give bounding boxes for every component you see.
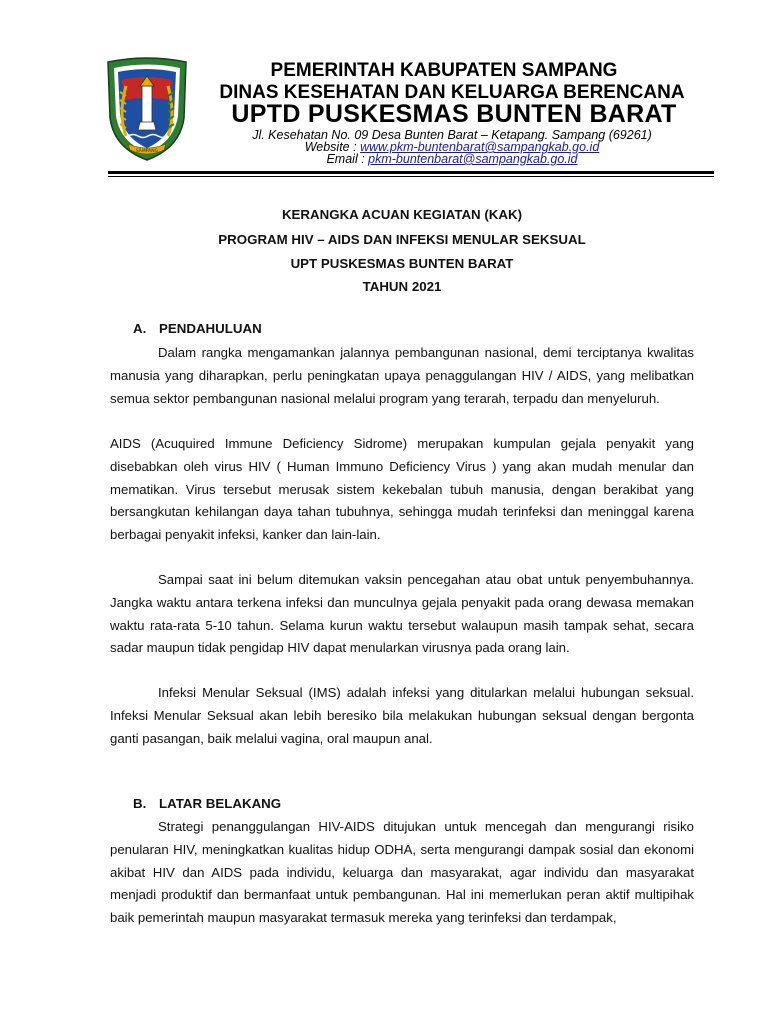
letterhead-agency: DINAS KESEHATAN DAN KELUARGA BERENCANA — [219, 82, 685, 103]
section-a-title: PENDAHULUAN — [159, 321, 262, 336]
website-label: Website : — [304, 140, 357, 154]
unit-title: UPT PUSKESMAS BUNTEN BARAT — [290, 256, 514, 271]
letterhead-email-row — [68, 152, 768, 166]
section-b-heading — [133, 796, 281, 811]
section-b-letter: B. — [133, 796, 147, 811]
svg-text:SAMPANG: SAMPANG — [135, 149, 159, 154]
email-link[interactable]: pkm-buntenbarat@sampangkab.go.id — [368, 152, 578, 166]
document-title: KERANGKA ACUAN KEGIATAN (KAK) — [281, 207, 523, 222]
section-a-paragraph-2: AIDS (Acuquired Immune Deficiency Sidrome) merupakan kumpulan gejala penyakit yang disebabkan oleh virus HIV ( Human Immuno Deficiency Virus ) yang akan mudah menular dan mematikan. Virus tersebut merusak sistem kekebalan tubuh manusia, dengan berakibat yang bersangkutan kehilangan daya tahan tubuhnya, sehingga mudah terinfeksi dan meninggal karena berbagai penyakit infeksi, kanker dan lain-lain. — [110, 436, 694, 543]
letterhead-address: Jl. Kesehatan No. 09 Desa Bunten Barat – Ketapang. Sampang (69261) — [252, 128, 652, 142]
section-a-letter: A. — [133, 321, 147, 336]
letterhead-rule-thick — [108, 171, 714, 174]
section-a-paragraph-1: Dalam rangka mengamankan jalannya pembangunan nasional, demi terciptanya kwalitas manusia yang diharapkan, perlu peningkatan upaya penaggulangan HIV / AIDS, yang melibatkan semua sektor pembangunan nasional melalui program yang terarah, terpadu dan menyeluruh. — [110, 345, 694, 406]
section-a-paragraph-4: Infeksi Menular Seksual (IMS) adalah infeksi yang ditularkan melalui hubungan seksual. Infeksi Menular Seksual akan lebih beresiko bila melakukan hubungan seksual dengan bergonta ganti pasangan, baik melalui vagina, oral maupun anal. — [110, 685, 694, 746]
year-title: TAHUN 2021 — [362, 279, 442, 294]
letterhead-government: PEMERINTAH KABUPATEN SAMPANG — [270, 60, 618, 81]
section-b-paragraph-1: Strategi penanggulangan HIV-AIDS ditujukan untuk mencegah dan mengurangi risiko penularan HIV, meningkatkan kualitas hidup ODHA, serta mengurangi dampak sosial dan ekonomi akibat HIV dan AIDS pada individu, keluarga dan masyarakat, agar individu dan masyarakat menjadi produktif dan bermanfaat untuk pembangunan. Hal ini memerlukan peran aktif multipihak baik pemerintah maupun masyarakat termasuk mereka yang terinfeksi dan terdampak, — [110, 819, 694, 926]
email-label: Email : — [326, 152, 365, 166]
section-a-heading — [133, 321, 262, 336]
letterhead-rule-thin — [108, 176, 714, 177]
website-link[interactable]: www.pkm-buntenbarat@sampangkab.go.id — [360, 140, 600, 154]
letterhead-institution: UPTD PUSKESMAS BUNTEN BARAT — [231, 100, 677, 128]
section-b-title: LATAR BELAKANG — [159, 796, 282, 811]
section-a-paragraph-3: Sampai saat ini belum ditemukan vaksin pencegahan atau obat untuk penyembuhannya. Jangka waktu antara terkena infeksi dan munculnya gejala penyakit pada orang dewasa memakan waktu rata-rata 5-10 tahun. Selama kurun waktu tersebut walaupun masih tampak sehat, secara sadar maupun tidak pengidap HIV dapat menularkan virusnya pada orang lain. — [110, 572, 694, 656]
program-title: PROGRAM HIV – AIDS DAN INFEKSI MENULAR SEKSUAL — [218, 232, 586, 247]
